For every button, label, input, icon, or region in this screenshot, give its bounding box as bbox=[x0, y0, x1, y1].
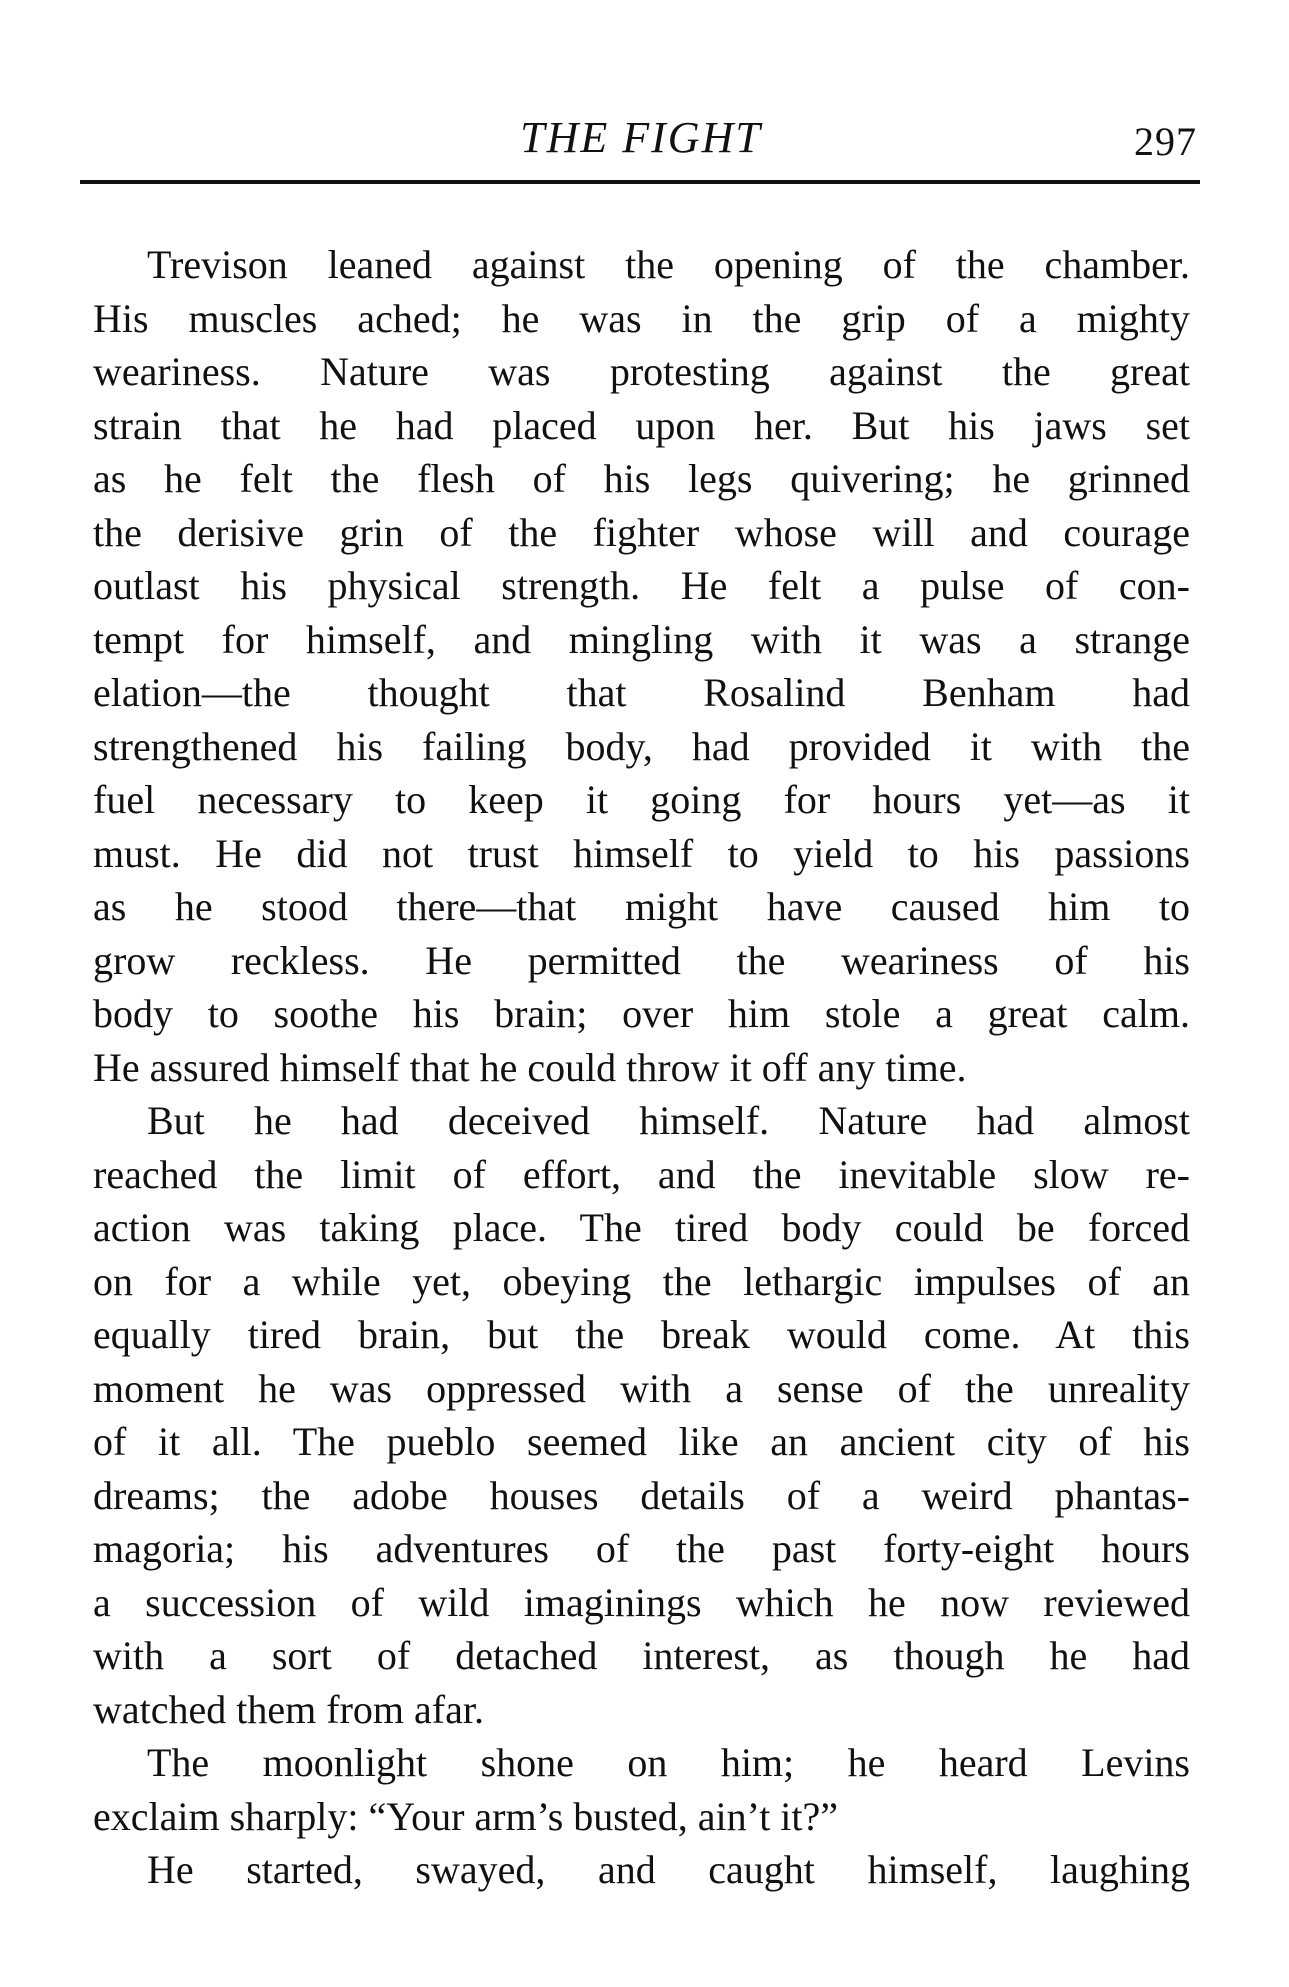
text-line: weariness. Nature was protesting against the great bbox=[93, 349, 1190, 394]
text-line: watched them from afar. bbox=[93, 1686, 484, 1732]
text-line: exclaim sharply: “Your arm’s busted, ain’t it?” bbox=[93, 1793, 839, 1839]
text-line: moment he was oppressed with a sense of the unreality bbox=[93, 1365, 1190, 1411]
text-line: reached the limit of effort, and the inevitable slow re- bbox=[93, 1151, 1190, 1197]
text-line: elation—the thought that Rosalind Benham had bbox=[93, 670, 1190, 715]
text-line: as he stood there—that might have caused him to bbox=[93, 884, 1190, 929]
running-head bbox=[85, 110, 1197, 170]
text-line: must. He did not trust himself to yield to his passions bbox=[93, 830, 1190, 876]
text-line: outlast his physical strength. He felt a pulse of con- bbox=[93, 563, 1190, 608]
header-rule bbox=[80, 180, 1200, 184]
text-line: body to soothe his brain; over him stole a great calm. bbox=[93, 991, 1190, 1036]
text-line: fuel necessary to keep it going for hours yet—as it bbox=[93, 777, 1190, 822]
text-line: of it all. The pueblo seemed like an ancient city of his bbox=[93, 1419, 1190, 1464]
text-line: grow reckless. He permitted the weariness of his bbox=[93, 937, 1190, 983]
text-line: equally tired brain, but the break would come. At this bbox=[93, 1312, 1190, 1357]
page-number: 297 bbox=[1134, 119, 1197, 164]
body-text bbox=[93, 238, 1190, 1897]
text-line: a succession of wild imaginings which he now reviewed bbox=[93, 1579, 1190, 1625]
text-line: the derisive grin of the fighter whose will and courage bbox=[93, 509, 1190, 555]
text-line: tempt for himself, and mingling with it was a strange bbox=[93, 616, 1190, 662]
text-line: on for a while yet, obeying the lethargic impulses of an bbox=[93, 1258, 1190, 1304]
running-title: THE FIGHT bbox=[520, 113, 762, 162]
text-line: He started, swayed, and caught himself, laughing bbox=[147, 1847, 1190, 1892]
text-line: dreams; the adobe houses details of a weird phantas- bbox=[93, 1472, 1190, 1518]
text-line: His muscles ached; he was in the grip of a mighty bbox=[93, 295, 1190, 341]
text-line: But he had deceived himself. Nature had almost bbox=[147, 1098, 1190, 1143]
text-line: strengthened his failing body, had provided it with the bbox=[93, 723, 1190, 769]
text-line: Trevison leaned against the opening of the chamber. bbox=[147, 242, 1190, 287]
text-line: He assured himself that he could throw it off any time. bbox=[93, 1044, 967, 1090]
text-line: strain that he had placed upon her. But his jaws set bbox=[93, 402, 1190, 448]
text-line: as he felt the flesh of his legs quivering; he grinned bbox=[93, 456, 1190, 501]
text-line: The moonlight shone on him; he heard Levins bbox=[147, 1740, 1190, 1785]
text-line: action was taking place. The tired body could be forced bbox=[93, 1205, 1190, 1250]
text-line: magoria; his adventures of the past forty-eight hours bbox=[93, 1526, 1190, 1571]
text-line: with a sort of detached interest, as though he had bbox=[93, 1633, 1190, 1678]
